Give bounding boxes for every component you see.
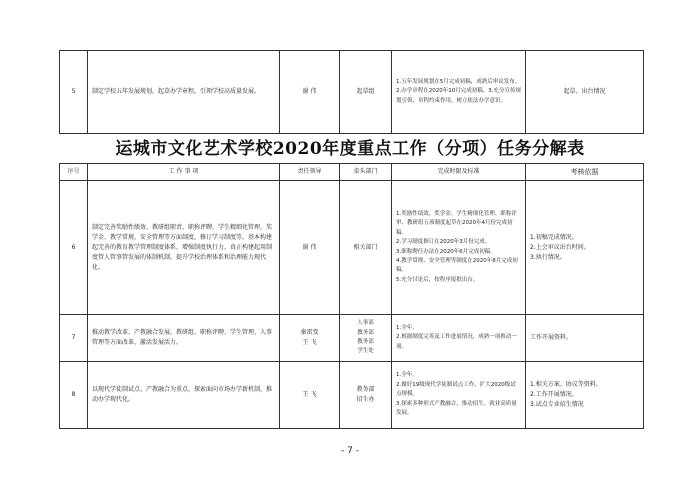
standard-cell (392, 362, 526, 429)
basis-line: 3.执行情况。 (530, 253, 566, 261)
standard-line: 4.教学常规、安全管理等制度在2020年8月完成初稿。 (396, 257, 518, 274)
basis-line: 3.试点专业招生情况 (530, 401, 584, 408)
standard-line: 2.办学章程在2020年10月完成初稿。3.充分宣传规划引领、章程约束作用，树立依法办学意识。 (396, 88, 521, 104)
basis-cell (526, 315, 644, 362)
row-number: 7 (60, 315, 88, 362)
task-cell: 制定学校五年发展规划，起草办学章程，引领学校高质量发展。 (88, 51, 280, 134)
table-row (60, 51, 644, 134)
standard-cell (392, 315, 526, 362)
basis-line: 工作开展资料。 (530, 334, 573, 341)
basis-line: 2.工作开展情况。 (530, 391, 578, 398)
standard-line: 1.五年发展规划在5月完成初稿，成熟后审议发布。 (396, 78, 521, 85)
standard-line: 3.职称聘任办法在2020年6月完成初稿。 (396, 248, 496, 255)
leader-name: 秦雷变 (300, 329, 319, 336)
dept-cell (340, 315, 392, 362)
standard-cell (392, 181, 526, 315)
dept-name: 教务部 (356, 386, 375, 393)
dept-name: 相关部门 (353, 243, 378, 251)
task-cell: 推动教学改革、产教融合发展、教研组、职称评聘、学生管理、人事管理等方面改革，激活发展活力。 (88, 315, 280, 362)
leader-cell: 谢 伟 (280, 51, 340, 134)
leader-name: 王 飞 (302, 339, 317, 346)
basis-cell: 起草、出台情况 (526, 51, 644, 134)
basis-line: 2.上会审议出台时间。 (530, 243, 590, 251)
dept-name: 教务部 (357, 329, 374, 336)
header-standard: 完成时限及标准 (392, 164, 526, 181)
dept-cell (340, 181, 392, 315)
page-title: 运城市文化艺术学校2020年度重点工作（分项）任务分解表 (115, 139, 585, 159)
dept-cell: 起草组 (340, 51, 392, 134)
row-number: 8 (60, 362, 88, 429)
standard-line: 1.全年。 (396, 372, 418, 379)
dept-name: 学生处 (357, 348, 374, 355)
task-cell: 以现代学徒制试点、产教融合为重点，探索面向市场办学新机制，推动办学现代化。 (88, 362, 280, 429)
basis-line: 1.相关方案、协议等资料。 (530, 381, 602, 388)
standard-line: 2.做好19级现代学徒制试点工作，扩大2020级试点规模。 (396, 381, 516, 398)
task-cell: 制定完善奖励性绩效、教研组职责、职称评聘、学生精细化管理、奖学金、教学常规、安全管理等方面制度，修订学习制度等。基本构建起完善的教育教学管理制度体系，增强制度执行力，真正构建起用制度管人管事管发展的体制机制，提升学校治理体系和治理能力现代化。 (88, 181, 280, 315)
standard-line: 5.充分讨论后，按程序报批出台。 (396, 276, 479, 283)
table-row (60, 315, 644, 362)
leader-cell (280, 181, 340, 315)
previous-page-table (59, 50, 644, 134)
standard-line: 3.探索多种形式产教融合，推动招生、就业高质量发展。 (396, 400, 517, 417)
standard-line: 1.奖励性绩效、奖学金、学生精细化管理、职称评审、教研组五项制度起草在2020年4月份完成初稿。 (396, 210, 517, 236)
table-row (60, 181, 644, 315)
page-number: - 7 - (341, 446, 359, 456)
dept-name: 招生办 (356, 396, 375, 403)
standard-cell (392, 51, 526, 134)
leader-name: 王 飞 (302, 391, 317, 398)
basis-cell (526, 181, 644, 315)
header-no: 序号 (60, 164, 88, 181)
basis-cell (526, 362, 644, 429)
header-dept: 牵头部门 (340, 164, 392, 181)
leader-cell (280, 362, 340, 429)
header-leader: 责任领导 (280, 164, 340, 181)
header-basis: 考核依据 (526, 164, 644, 181)
table-header (60, 164, 644, 181)
leader-cell (280, 315, 340, 362)
leader-name: 谢 伟 (302, 243, 317, 251)
basis-line: 1.初稿完成情况。 (530, 233, 578, 241)
standard-line: 2.根据制度完善及工作进展情况，成熟一项推动一项。 (396, 334, 517, 350)
standard-line: 2.学习制度修订在2020年3月份完成。 (396, 239, 491, 246)
dept-name: 教务部 (357, 339, 374, 345)
dept-cell (340, 362, 392, 429)
standard-line: 1.全年。 (396, 324, 418, 331)
row-number: 6 (60, 181, 88, 315)
dept-name: 人事部 (357, 320, 374, 327)
row-number: 5 (60, 51, 88, 134)
table-row (60, 362, 644, 429)
header-task: 工 作 事 项 (88, 164, 280, 181)
task-table (59, 163, 644, 429)
